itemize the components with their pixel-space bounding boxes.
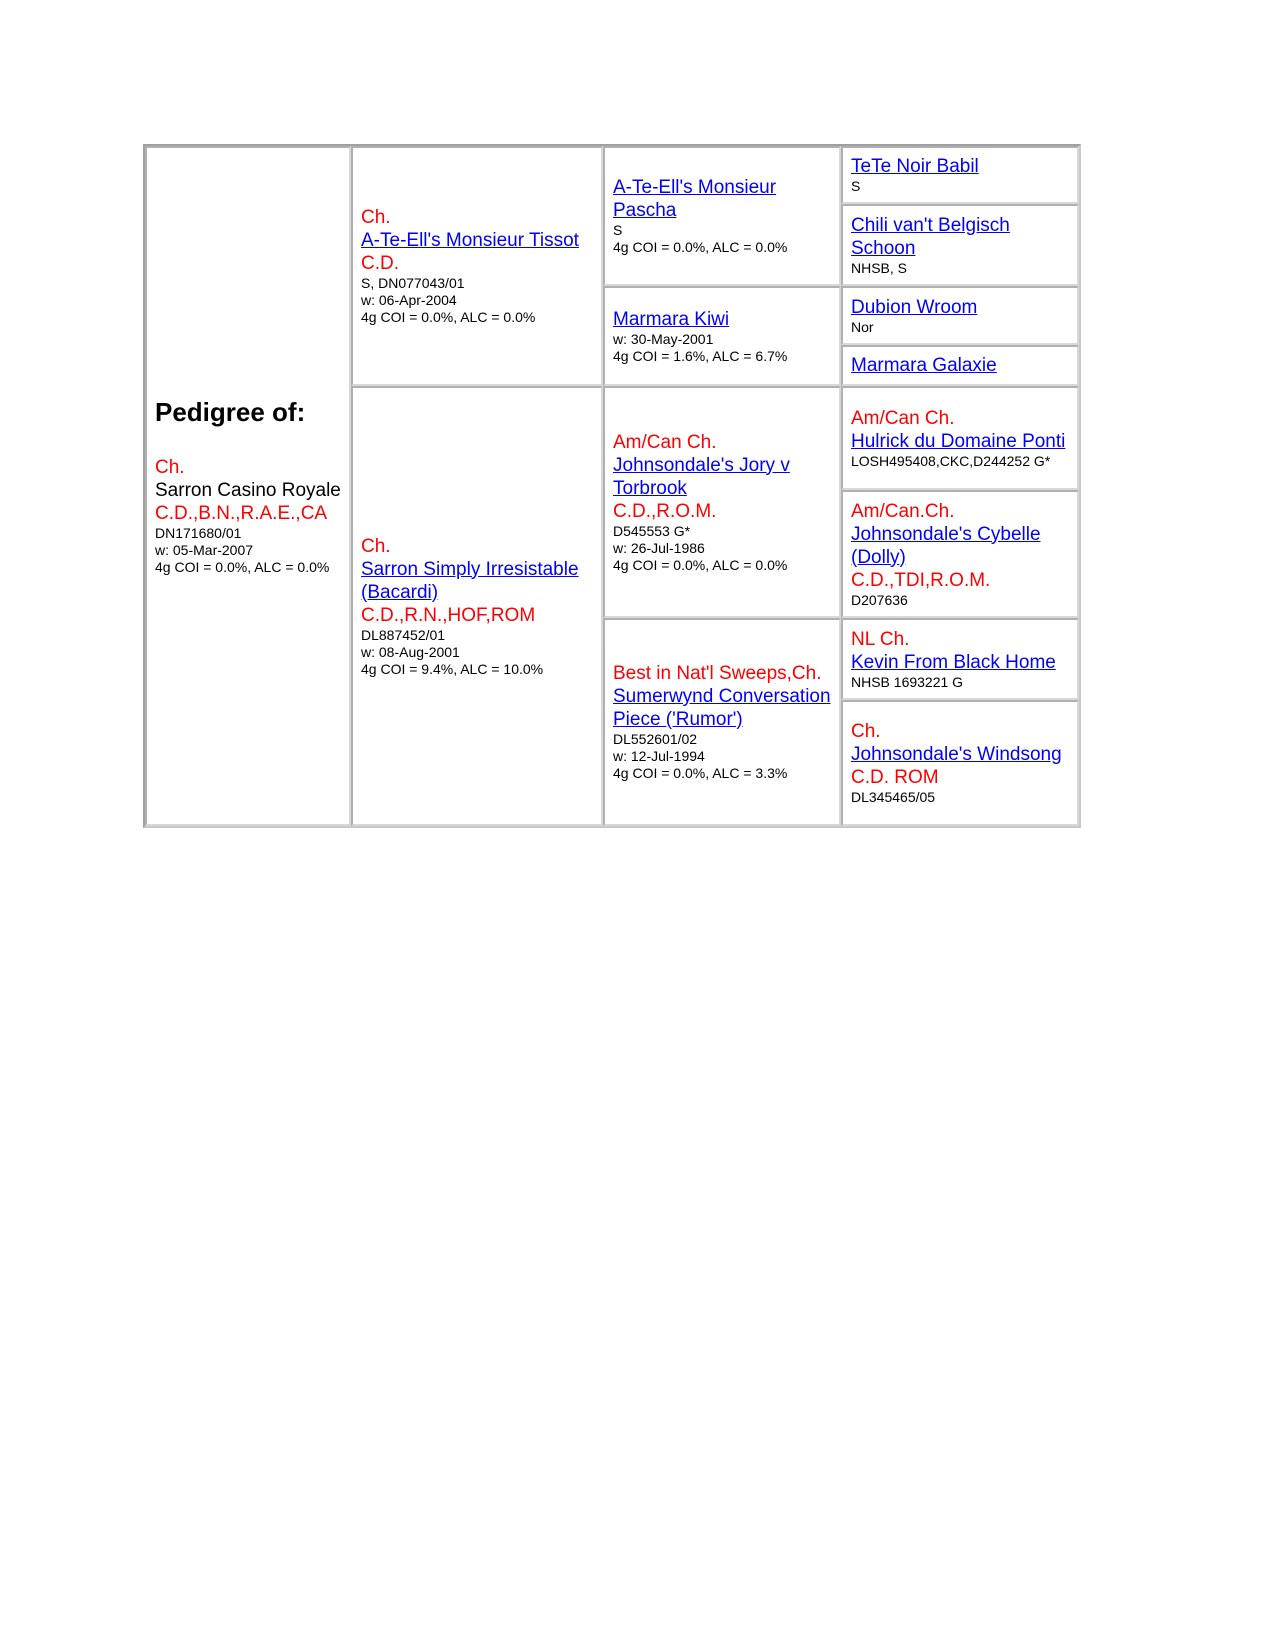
- sire-sire-coi: 4g COI = 0.0%, ALC = 0.0%: [613, 239, 788, 255]
- dam-sire-coi: 4g COI = 0.0%, ALC = 0.0%: [613, 556, 788, 573]
- dam-whelped: w: 08-Aug-2001: [361, 643, 460, 660]
- subject-whelped: w: 05-Mar-2007: [155, 541, 254, 558]
- ancestor-suffix: C.D.,TDI,R.O.M.: [851, 569, 991, 591]
- ancestor-cell: [841, 618, 1079, 700]
- sire-dam-link[interactable]: Marmara Kiwi: [613, 308, 730, 330]
- dam-sire-title: Am/Can Ch.: [613, 431, 717, 453]
- sire-sire-info: S: [613, 222, 623, 238]
- ancestor-link[interactable]: Kevin From Black Home: [851, 651, 1056, 673]
- ancestor-cell: [841, 286, 1079, 345]
- ancestor-info: D207636: [851, 591, 908, 608]
- dam-dam-coi: 4g COI = 0.0%, ALC = 3.3%: [613, 765, 788, 781]
- sire-reg: S, DN077043/01: [361, 275, 465, 291]
- dam-sire-suffix: C.D.,R.O.M.: [613, 500, 717, 522]
- ancestor-suffix: C.D. ROM: [851, 767, 939, 788]
- sire-sire-cell: [603, 146, 841, 286]
- ancestor-info: NHSB, S: [851, 259, 908, 276]
- ancestor-info: DL345465/05: [851, 789, 936, 805]
- sire-link[interactable]: A-Te-Ell's Monsieur Tissot: [361, 230, 579, 251]
- ancestor-cell: [841, 386, 1079, 490]
- sire-whelped: w: 06-Apr-2004: [361, 292, 457, 308]
- ancestor-cell: [841, 345, 1079, 386]
- sire-suffix: C.D.: [361, 253, 399, 274]
- dam-dam-cell: [603, 618, 841, 826]
- dam-sire-cell: [603, 386, 841, 618]
- ancestor-info: S: [851, 178, 861, 194]
- ancestor-cell: [841, 700, 1079, 826]
- ancestor-link[interactable]: Johnsondale's Cybelle (Dolly): [851, 523, 1041, 568]
- ancestor-title: Am/Can.Ch.: [851, 500, 955, 522]
- subject-reg: DN171680/01: [155, 524, 242, 541]
- dam-dam-whelped: w: 12-Jul-1994: [613, 748, 705, 764]
- dam-title: Ch.: [361, 535, 391, 557]
- subject-suffix: C.D.,B.N.,R.A.E.,CA: [155, 502, 328, 524]
- pedigree-table: [143, 144, 1081, 828]
- ancestor-link[interactable]: Johnsondale's Windsong: [851, 744, 1062, 765]
- dam-sire-link[interactable]: Johnsondale's Jory v Torbrook: [613, 454, 790, 499]
- dam-sire-reg: D545553 G*: [613, 522, 691, 539]
- ancestor-info: Nor: [851, 318, 874, 335]
- ancestor-link[interactable]: Marmara Galaxie: [851, 355, 997, 376]
- ancestor-cell: [841, 146, 1079, 204]
- ancestor-title: Am/Can Ch.: [851, 407, 955, 429]
- dam-sire-whelped: w: 26-Jul-1986: [613, 539, 705, 556]
- ancestor-link[interactable]: Hulrick du Domaine Ponti: [851, 430, 1066, 452]
- dam-coi: 4g COI = 9.4%, ALC = 10.0%: [361, 660, 544, 677]
- sire-coi: 4g COI = 0.0%, ALC = 0.0%: [361, 309, 536, 325]
- sire-dam-cell: [603, 286, 841, 386]
- ancestor-title: NL Ch.: [851, 628, 910, 650]
- dam-reg: DL887452/01: [361, 626, 446, 643]
- sire-sire-link[interactable]: A-Te-Ell's Monsieur Pascha: [613, 177, 777, 221]
- subject-name: Sarron Casino Royale: [155, 479, 341, 501]
- sire-dam-whelped: w: 30-May-2001: [613, 330, 714, 347]
- subject-cell: [145, 146, 351, 826]
- dam-dam-title: Best in Nat'l Sweeps,Ch.: [613, 663, 822, 684]
- ancestor-info: LOSH495408,CKC,D244252 G*: [851, 452, 1051, 469]
- dam-cell: [351, 386, 603, 826]
- sire-title: Ch.: [361, 207, 391, 228]
- sire-dam-coi: 4g COI = 1.6%, ALC = 6.7%: [613, 347, 788, 364]
- ancestor-cell: [841, 490, 1079, 618]
- ancestor-link[interactable]: Dubion Wroom: [851, 296, 978, 318]
- ancestor-title: Ch.: [851, 721, 881, 742]
- dam-dam-reg: DL552601/02: [613, 731, 698, 747]
- ancestor-cell: [841, 204, 1079, 286]
- dam-dam-link[interactable]: Sumerwynd Conversation Piece ('Rumor'): [613, 686, 831, 730]
- ancestor-link[interactable]: Chili van't Belgisch Schoon: [851, 214, 1010, 259]
- ancestor-link[interactable]: TeTe Noir Babil: [851, 156, 979, 177]
- dam-link[interactable]: Sarron Simply Irresistable (Bacardi): [361, 558, 579, 603]
- subject-coi: 4g COI = 0.0%, ALC = 0.0%: [155, 558, 330, 575]
- sire-cell: [351, 146, 603, 386]
- ancestor-info: NHSB 1693221 G: [851, 673, 964, 690]
- dam-suffix: C.D.,R.N.,HOF,ROM: [361, 604, 536, 626]
- pedigree-heading: Pedigree of:: [155, 396, 306, 427]
- subject-title: Ch.: [155, 456, 185, 478]
